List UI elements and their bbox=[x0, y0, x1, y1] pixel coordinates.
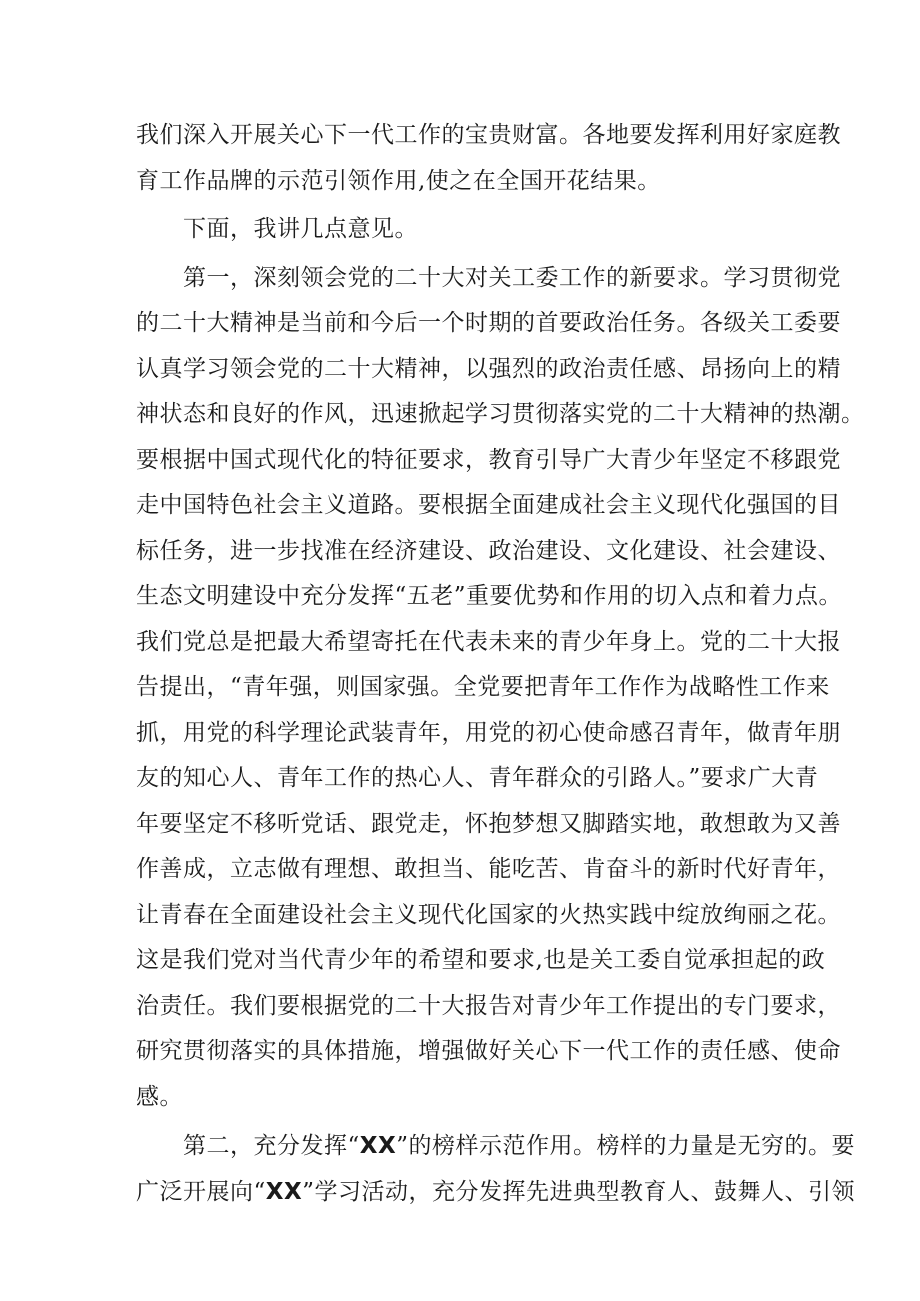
paragraph-first-line-11: 抓，用党的科学理论武装青年，用党的初心使命感召青年，做青年朋 bbox=[136, 720, 841, 746]
paragraph-intro-line-1: 我们深入开展关心下一代工作的宝贵财富。各地要发挥利用好家庭教 bbox=[136, 122, 841, 148]
paragraph-first-line-9: 我们党总是把最大希望寄托在代表未来的青少年身上。党的二十大报 bbox=[136, 629, 841, 655]
paragraph-first-line-2: 的二十大精神是当前和今后一个时期的首要政治任务。各级关工委要 bbox=[136, 310, 841, 336]
paragraph-first-line-14: 作善成，立志做有理想、敢担当、能吃苦、肯奋斗的新时代好青年， bbox=[136, 856, 841, 882]
paragraph-second-line-1-before: 第二，充分发挥“ bbox=[183, 1133, 360, 1159]
paragraph-first-line-12: 友的知心人、青年工作的热心人、青年群众的引路人。”要求广大青 bbox=[136, 765, 819, 791]
paragraph-first-line-4: 神状态和良好的作风，迅速掀起学习贯彻落实党的二十大精神的热潮。 bbox=[136, 401, 865, 427]
paragraph-first-line-18: 研究贯彻落实的具体措施，增强做好关心下一代工作的责任感、使命 bbox=[136, 1038, 841, 1064]
xx-placeholder: XX bbox=[265, 1179, 303, 1205]
xx-placeholder: XX bbox=[359, 1133, 397, 1159]
paragraph-transition: 下面，我讲几点意见。 bbox=[183, 216, 418, 242]
paragraph-first-line-17: 治责任。我们要根据党的二十大报告对青少年工作提出的专门要求， bbox=[136, 993, 841, 1019]
paragraph-first-line-7: 标任务，进一步找准在经济建设、政治建设、文化建设、社会建设、 bbox=[136, 538, 841, 564]
paragraph-first-line-10: 告提出，“青年强，则国家强。全党要把青年工作作为战略性工作来 bbox=[136, 674, 830, 700]
paragraph-first-line-6: 走中国特色社会主义道路。要根据全面建成社会主义现代化强国的目 bbox=[136, 492, 841, 518]
paragraph-second-line-2 bbox=[136, 1175, 855, 1209]
paragraph-first-line-1: 第一，深刻领会党的二十大对关工委工作的新要求。学习贯彻党 bbox=[183, 265, 841, 291]
paragraph-second-line-1-after: ”的榜样示范作用。榜样的力量是无穷的。要 bbox=[396, 1133, 855, 1159]
paragraph-second-line-1 bbox=[183, 1129, 855, 1163]
paragraph-second-line-2-before: 广泛开展向“ bbox=[136, 1179, 266, 1205]
paragraph-first-line-5: 要根据中国式现代化的特征要求，教育引导广大青少年坚定不移跟党 bbox=[136, 447, 841, 473]
paragraph-first-line-15: 让青春在全面建设社会主义现代化国家的火热实践中绽放绚丽之花。 bbox=[136, 902, 841, 928]
paragraph-first-line-8: 生态文明建设中充分发挥“五老”重要优势和作用的切入点和着力点。 bbox=[136, 583, 843, 609]
paragraph-first-line-3: 认真学习领会党的二十大精神，以强烈的政治责任感、昂扬向上的精 bbox=[136, 356, 841, 382]
paragraph-first-line-19: 感。 bbox=[136, 1084, 183, 1110]
paragraph-first-line-13: 年要坚定不移听党话、跟党走，怀抱梦想又脚踏实地，敢想敢为又善 bbox=[136, 811, 841, 837]
paragraph-second-line-2-after: ”学习活动，充分发挥先进典型教育人、鼓舞人、引领 bbox=[302, 1179, 855, 1205]
paragraph-intro-line-2: 育工作品牌的示范引领作用,使之在全国开花结果。 bbox=[136, 168, 661, 194]
paragraph-first-line-16: 这是我们党对当代青少年的希望和要求,也是关工委自觉承担起的政 bbox=[136, 947, 826, 973]
